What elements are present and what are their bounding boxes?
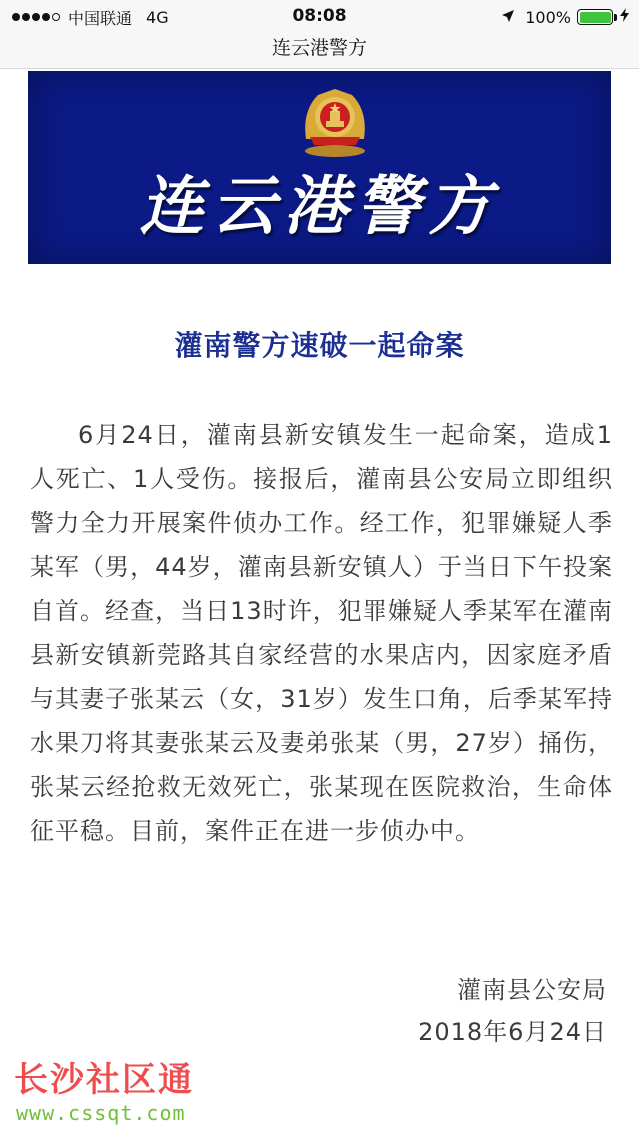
signature-organization: 灌南县公安局 xyxy=(457,976,607,1004)
network-type: 4G xyxy=(146,7,169,27)
watermark-url: www.cssqt.com xyxy=(16,1101,186,1125)
battery-fill xyxy=(580,12,611,23)
battery-percentage: 100% xyxy=(525,7,571,27)
charging-bolt-icon xyxy=(620,8,629,26)
status-time: 08:08 xyxy=(292,6,347,26)
carrier-name: 中国联通 xyxy=(68,8,133,28)
header-banner-image xyxy=(28,71,611,264)
location-arrow-icon xyxy=(501,8,515,27)
signal-dot xyxy=(12,13,20,21)
status-bar-right xyxy=(501,7,629,27)
status-bar xyxy=(0,0,639,34)
signature-date: 2018年6月24日 xyxy=(418,1018,607,1046)
article-title: 灌南警方速破一起命案 xyxy=(174,329,465,362)
article-body: 6月24日，灌南县新安镇发生一起命案，造成1人死亡、1人受伤。接报后，灌南县公安局立即组织警力全力开展案件侦办工作。经工作，犯罪嫌疑人季某军（男，44岁，灌南县新安镇人）于当日下午投案自首。经查，当日13时许，犯罪嫌疑人季某军在灌南县新安镇新莞路其自家经营的水果店内，因家庭矛盾与其妻子张某云（女，31岁）发生口角，后季某军持水果刀将其妻张某云及妻弟张某（男，27岁）捅伤，张某云经抢救无效死亡，张某现在医院救治，生命体征平稳。目前，案件正在进一步侦办中。 xyxy=(30,421,613,845)
signal-dot xyxy=(42,13,50,21)
signal-dot-empty xyxy=(52,13,60,21)
battery-icon xyxy=(577,9,613,25)
signal-icon xyxy=(12,13,62,21)
navigation-bar xyxy=(0,34,639,69)
police-emblem-icon xyxy=(296,81,374,159)
status-bar-left xyxy=(12,7,169,27)
signal-dot xyxy=(22,13,30,21)
watermark-logo-text: 长沙社区通 xyxy=(14,1060,194,1100)
banner-calligraphy-text: 连云港警方 xyxy=(139,169,500,244)
page-title: 连云港警方 xyxy=(271,37,367,59)
signal-dot xyxy=(32,13,40,21)
battery-tip xyxy=(614,14,617,21)
